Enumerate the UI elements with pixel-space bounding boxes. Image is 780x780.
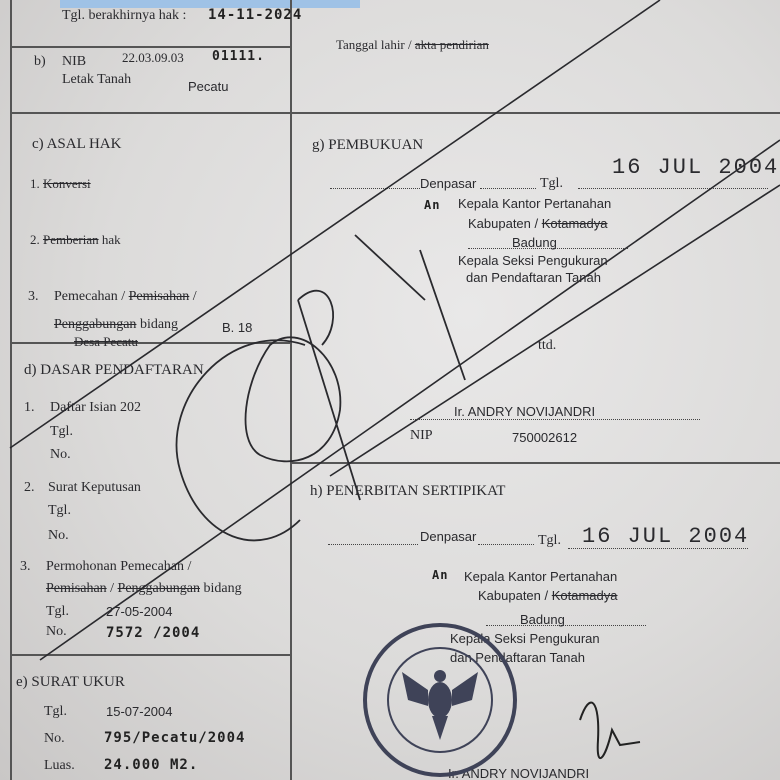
- surat-ukur-no: No.: [44, 731, 65, 746]
- asal-hak-desa: Desa Pecatu: [74, 334, 138, 349]
- pembukuan-nip-label: NIP: [410, 428, 433, 443]
- penerbitan-heading: h) PENERBITAN SERTIPIKAT: [310, 483, 506, 499]
- dasar-2-no: 2.: [24, 480, 35, 495]
- pembukuan-date-stamp: 16 JUL 2004: [612, 155, 780, 180]
- dasar-1-no: 1.: [24, 400, 35, 415]
- pembukuan-name: Ir. ANDRY NOVIJANDRI: [454, 404, 596, 419]
- bpn-stamp: [365, 625, 515, 775]
- tanggal-lahir: [336, 37, 489, 53]
- surat-ukur-tgl-value: 15-07-2004: [106, 704, 173, 719]
- penerbitan-line4: Kepala Seksi Pengukuran: [450, 631, 600, 646]
- garuda-emblem: [402, 670, 478, 740]
- item-text: /: [189, 289, 197, 304]
- item-text: Konversi: [43, 176, 91, 191]
- penerbitan-an: An: [432, 568, 449, 582]
- item-text: bidang: [136, 317, 179, 332]
- column-divider: [290, 0, 292, 780]
- item-text-struck: Pemberian: [43, 232, 99, 247]
- penerbitan-line1: Kepala Kantor Pertanahan: [464, 569, 618, 584]
- dotted-line: [480, 188, 536, 189]
- dasar-1: Daftar Isian 202: [50, 400, 141, 415]
- nib-value: 22.03.09.03: [122, 50, 184, 65]
- dasar-3-no-value: 7572 /2004: [106, 625, 201, 641]
- letak-label: Letak Tanah: [62, 72, 132, 87]
- line-text: Kabupaten /: [468, 216, 542, 231]
- dasar-1-tgl: Tgl.: [50, 424, 73, 439]
- item-text: hak: [98, 232, 121, 247]
- row-divider-2: [10, 112, 780, 114]
- tanggal-lahir-label: Tanggal lahir /: [336, 37, 412, 52]
- pembukuan-line1: Kepala Kantor Pertanahan: [458, 196, 612, 211]
- dotted-line: [410, 419, 700, 420]
- asal-hak-item-3-no: 3.: [28, 289, 39, 304]
- dotted-line: [330, 188, 420, 189]
- dotted-line: [328, 544, 418, 545]
- asal-hak-ref: B. 18: [222, 320, 253, 335]
- dasar-3-no: 3.: [20, 559, 31, 574]
- surat-ukur-tgl: Tgl.: [44, 704, 67, 719]
- asal-hak-item-2: [30, 232, 121, 248]
- pembukuan-tgl: Tgl.: [540, 176, 563, 191]
- dotted-line: [486, 625, 646, 626]
- dasar-1-no-label: No.: [50, 447, 71, 462]
- expiry-label: Tgl. berakhirnya hak :: [62, 8, 187, 23]
- item-text-struck: Pemisahan: [128, 289, 190, 304]
- dasar-3-tgl-value: 27-05-2004: [106, 604, 173, 619]
- dotted-line: [578, 188, 768, 189]
- letak-value: Pecatu: [188, 79, 229, 94]
- item-text-struck: Penggabungan: [54, 317, 137, 332]
- pembukuan-ttd: ttd.: [538, 338, 557, 353]
- expiry-value: 14-11-2024: [208, 7, 303, 23]
- item-text-struck: Penggabungan: [117, 581, 200, 596]
- line-text: Kabupaten /: [478, 588, 552, 603]
- dasar-3-line2: [46, 581, 242, 597]
- nib-suffix: 01111.: [212, 49, 265, 64]
- line-text-struck: Kotamadya: [551, 588, 618, 603]
- line-text-struck: Kotamadya: [541, 216, 608, 231]
- surat-ukur-luas-value: 24.000 M2.: [104, 757, 199, 773]
- pembukuan-line3: Badung: [512, 235, 557, 250]
- dasar-2: Surat Keputusan: [48, 480, 141, 495]
- dasar-3-tgl: Tgl.: [46, 604, 69, 619]
- asal-hak-item-1: [30, 176, 91, 192]
- penerbitan-name: Ir. ANDRY NOVIJANDRI: [448, 766, 590, 780]
- nib-prefix: b): [34, 54, 46, 69]
- pembukuan-nip-value: 750002612: [512, 430, 578, 445]
- penerbitan-line2: [478, 588, 618, 603]
- item-text: bidang: [199, 581, 242, 596]
- penerbitan-line3: Badung: [520, 612, 565, 627]
- surat-ukur-luas: Luas.: [44, 758, 75, 773]
- asal-hak-item-3: [54, 289, 197, 305]
- signature: [580, 703, 640, 759]
- item-number: 1.: [30, 176, 40, 191]
- penerbitan-line5: dan Pendaftaran Tanah: [450, 650, 585, 665]
- asal-hak-heading: c) ASAL HAK: [32, 136, 122, 152]
- row-divider-3: [10, 342, 292, 344]
- penerbitan-place: Denpasar: [420, 529, 477, 544]
- asal-hak-item-3-line2: [54, 317, 178, 333]
- item-number: 2.: [30, 232, 40, 247]
- penerbitan-date-stamp: 16 JUL 2004: [582, 524, 750, 549]
- dasar-3-no-label: No.: [46, 624, 67, 639]
- dotted-line: [478, 544, 534, 545]
- row-divider-1: [10, 46, 292, 48]
- pembukuan-line4: Kepala Seksi Pengukuran: [458, 253, 608, 268]
- row-divider-5: [10, 654, 292, 656]
- left-margin-line: [10, 0, 12, 780]
- dasar-3-line1: Permohonan Pemecahan /: [46, 559, 192, 574]
- row-divider-4: [290, 462, 780, 464]
- pembukuan-an: An: [424, 198, 441, 212]
- pembukuan-place: Denpasar: [420, 176, 477, 191]
- pembukuan-line2: [468, 216, 608, 231]
- nib-label: NIB: [62, 54, 87, 69]
- dasar-2-tgl: Tgl.: [48, 503, 71, 518]
- item-text: /: [106, 581, 118, 596]
- akta-pendirian: akta pendirian: [414, 37, 489, 52]
- penerbitan-tgl: Tgl.: [538, 533, 561, 548]
- surat-ukur-no-value: 795/Pecatu/2004: [104, 730, 246, 746]
- surat-ukur-heading: e) SURAT UKUR: [16, 674, 125, 690]
- dasar-2-no-label: No.: [48, 528, 69, 543]
- item-text-struck: Pemisahan: [46, 581, 107, 596]
- dasar-heading: d) DASAR PENDAFTARAN: [24, 362, 204, 378]
- item-text: Pemecahan /: [54, 289, 129, 304]
- pembukuan-line5: dan Pendaftaran Tanah: [466, 270, 601, 285]
- pembukuan-heading: g) PEMBUKUAN: [312, 137, 424, 153]
